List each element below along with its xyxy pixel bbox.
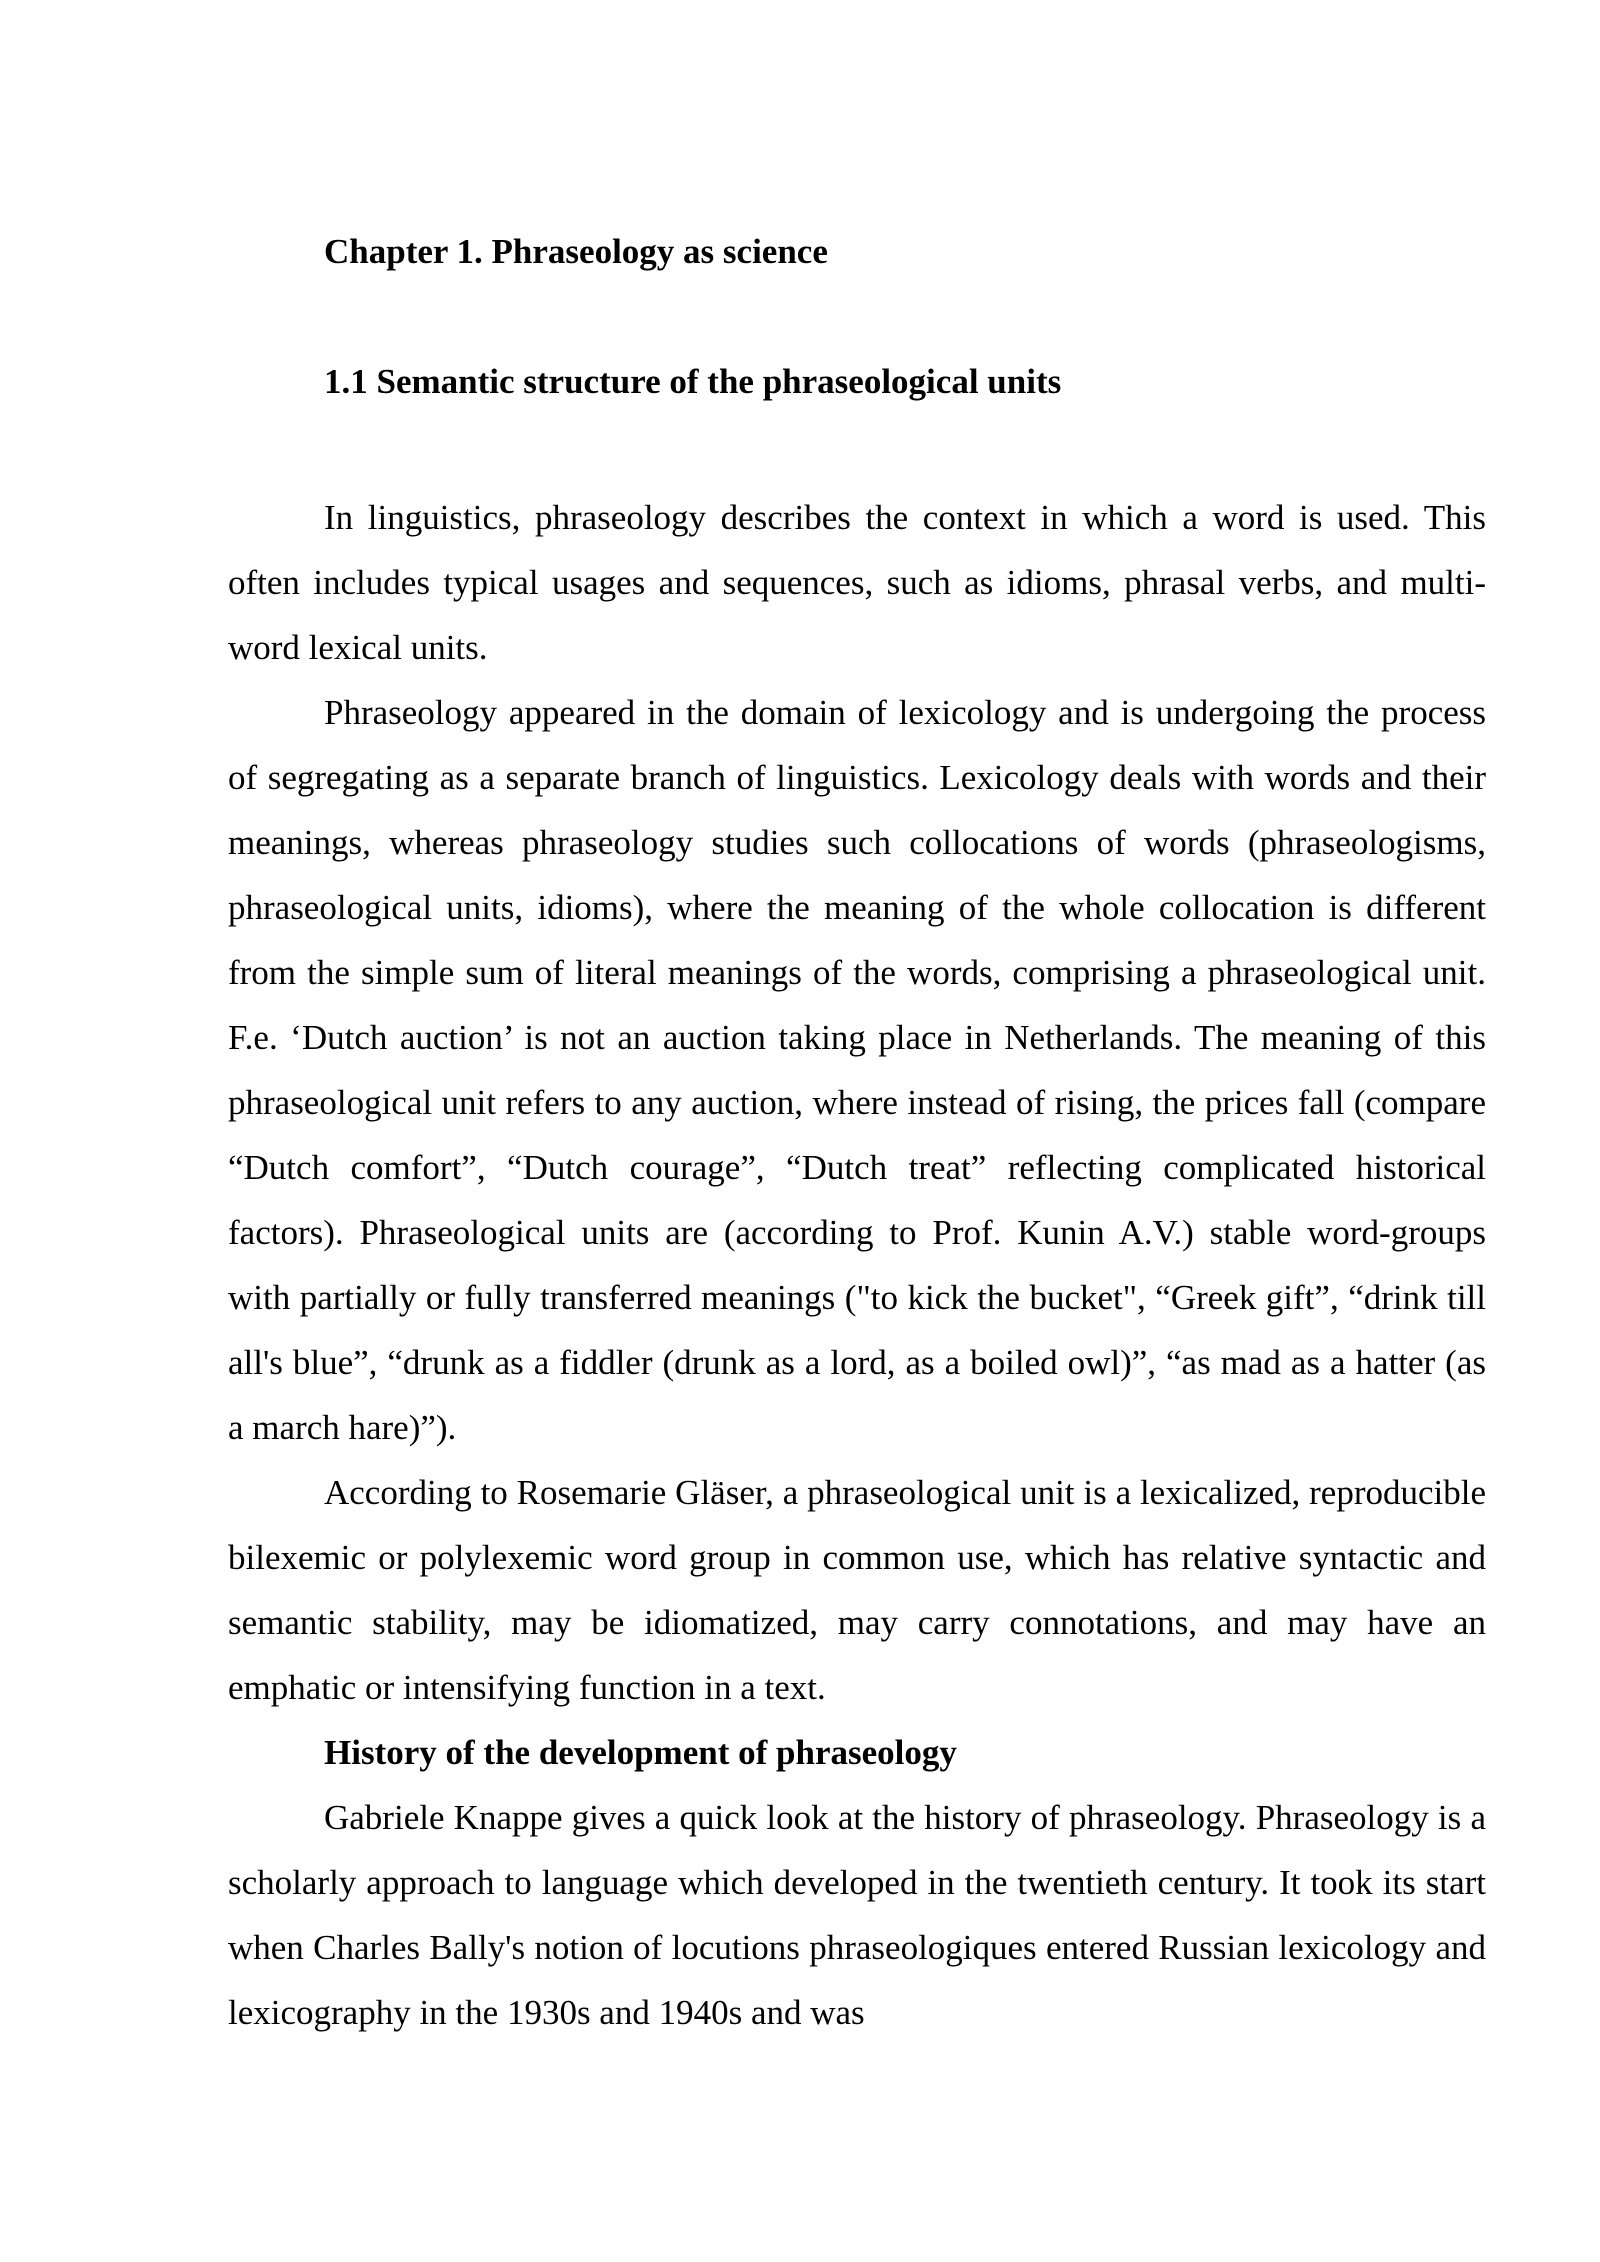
paragraph-definition: In linguistics, phraseology describes the context in which a word is used. This often includes typical usages and sequences, such as idioms, phrasal verbs, and multi-word lexical units. bbox=[228, 498, 1486, 667]
section-title: 1.1 Semantic structure of the phraseological units bbox=[324, 362, 1062, 401]
subheading-history: History of the development of phraseology bbox=[324, 1733, 957, 1772]
paragraph-history: Gabriele Knappe gives a quick look at the history of phraseology. Phraseology is a scholarly approach to language which developed in the twentieth century. It took its start when Charles Bally's notion of locutions phraseologiques entered Russian lexicology and lexicography in the 1930s and 1940s and was bbox=[228, 1798, 1486, 2032]
body-text bbox=[228, 485, 1486, 2045]
chapter-title: Chapter 1. Phraseology as science bbox=[324, 232, 828, 271]
paragraph-lexicology: Phraseology appeared in the domain of lexicology and is undergoing the process of segregating as a separate branch of linguistics. Lexicology deals with words and their meanings, whereas phraseology studies such collocations of words (phraseologisms, phraseological units, idioms), where the meaning of the whole collocation is different from the simple sum of literal meanings of the words, comprising a phraseological unit. F.e. ‘Dutch auction’ is not an auction taking place in Netherlands. The meaning of this phraseological unit refers to any auction, where instead of rising, the prices fall (compare “Dutch comfort”, “Dutch courage”, “Dutch treat” reflecting complicated historical factors). Phraseological units are (according to Prof. Kunin A.V.) stable word-groups with partially or fully transferred meanings ("to kick the bucket", “Greek gift”, “drink till all's blue”, “drunk as a fiddler (drunk as a lord, as a boiled owl)”, “as mad as a hatter (as a march hare)”). bbox=[228, 693, 1486, 1447]
paragraph-glaser: According to Rosemarie Gläser, a phraseological unit is a lexicalized, reproducible bilexemic or polylexemic word group in common use, which has relative syntactic and semantic stability, may be idiomatized, may carry connotations, and may have an emphatic or intensifying function in a text. bbox=[228, 1473, 1486, 1707]
